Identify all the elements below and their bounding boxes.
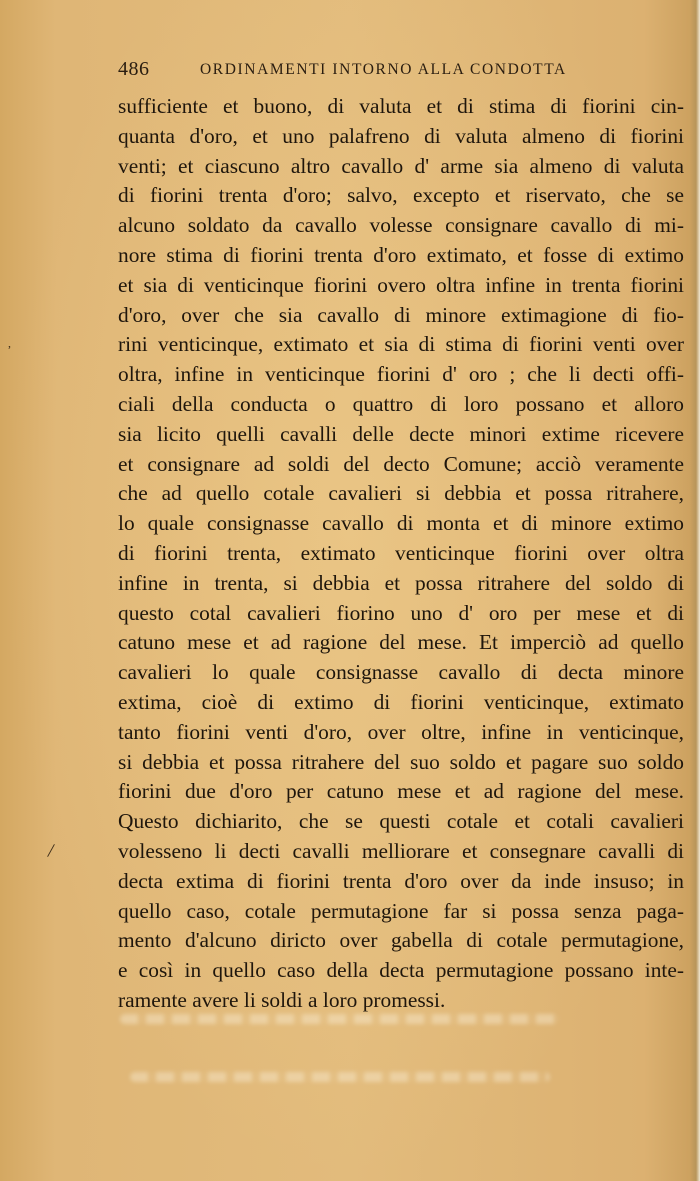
text-line: extima, cioè di extimo di fiorini venticinque, extimato — [118, 689, 684, 714]
show-through — [120, 1014, 560, 1024]
text-line: catuno mese et ad ragione del mese. Et imperciò ad quello — [118, 630, 684, 655]
text-line: et sia di venticinque fiorini overo oltra infine in trenta fiorini — [118, 272, 684, 297]
running-head: ORDINAMENTI INTORNO ALLA CONDOTTA — [200, 61, 567, 78]
text-line: fiorini due d'oro per catuno mese et ad ragione del mese. — [118, 779, 684, 804]
text-line: cavalieri lo quale consignasse cavallo di decta minore — [118, 660, 684, 685]
text-line: di fiorini trenta d'oro; salvo, excepto et riservato, che se — [118, 183, 684, 208]
text-line: tanto fiorini venti d'oro, over oltre, infine in venticinque, — [118, 719, 684, 744]
text-line: di fiorini trenta, extimato venticinque fiorini over oltra — [118, 540, 684, 565]
text-line: e così in quello caso della decta permutagione possano inte- — [118, 958, 684, 983]
text-line: decta extima di fiorini trenta d'oro over da inde insuso; in — [118, 868, 684, 893]
text-line: nore stima di fiorini trenta d'oro extimato, et fosse di extimo — [118, 242, 684, 267]
text-line: quanta d'oro, et uno palafreno di valuta almeno di fiorini — [118, 123, 684, 148]
text-line: et consignare ad soldi del decto Comune; acciò veramente — [118, 451, 684, 476]
text-line: volesseno li decti cavalli melliorare et consegnare cavalli di — [118, 838, 684, 863]
text-line: sia licito quelli cavalli delle decte minori extime ricevere — [118, 421, 684, 446]
text-line: questo cotal cavalieri fiorino uno d' oro per mese et di — [118, 600, 684, 625]
page-edge — [690, 0, 700, 1181]
text-line: alcuno soldato da cavallo volesse consignare cavallo di mi- — [118, 213, 684, 238]
text-line: ciali della conducta o quattro di loro possano et alloro — [118, 391, 684, 416]
text-line: mento d'alcuno diricto over gabella di cotale permutagione, — [118, 928, 684, 953]
show-through — [130, 1072, 550, 1082]
text-line: Questo dichiarito, che se questi cotale et cotali cavalieri — [118, 809, 684, 834]
text-line: ramente avere li soldi a loro promessi. — [118, 987, 446, 1012]
text-line: che ad quello cotale cavalieri si debbia et possa ritrahere, — [118, 481, 684, 506]
margin-mark: / — [46, 839, 56, 863]
page-number: 486 — [118, 58, 150, 80]
text-line: rini venticinque, extimato et sia di stima di fiorini venti over — [118, 332, 684, 357]
text-line: infine in trenta, si debbia et possa ritrahere del soldo di — [118, 570, 684, 595]
text-line: sufficiente et buono, di valuta et di stima di fiorini cin- — [118, 94, 684, 118]
text-line: quello caso, cotale permutagione far si possa senza paga- — [118, 898, 684, 923]
margin-mark: , — [8, 336, 11, 350]
page-header — [118, 58, 588, 88]
text-line: lo quale consignasse cavallo di monta et di minore extimo — [118, 511, 684, 536]
text-line: venti; et ciascuno altro cavallo d' arme sia almeno di valuta — [118, 153, 684, 178]
body-text — [118, 92, 684, 1016]
text-line: si debbia et possa ritrahere del suo soldo et pagare suo soldo — [118, 749, 684, 774]
text-line: d'oro, over che sia cavallo di minore extimagione di fio- — [118, 302, 684, 327]
text-line: oltra, infine in venticinque fiorini d' oro ; che li decti offi- — [118, 362, 684, 387]
